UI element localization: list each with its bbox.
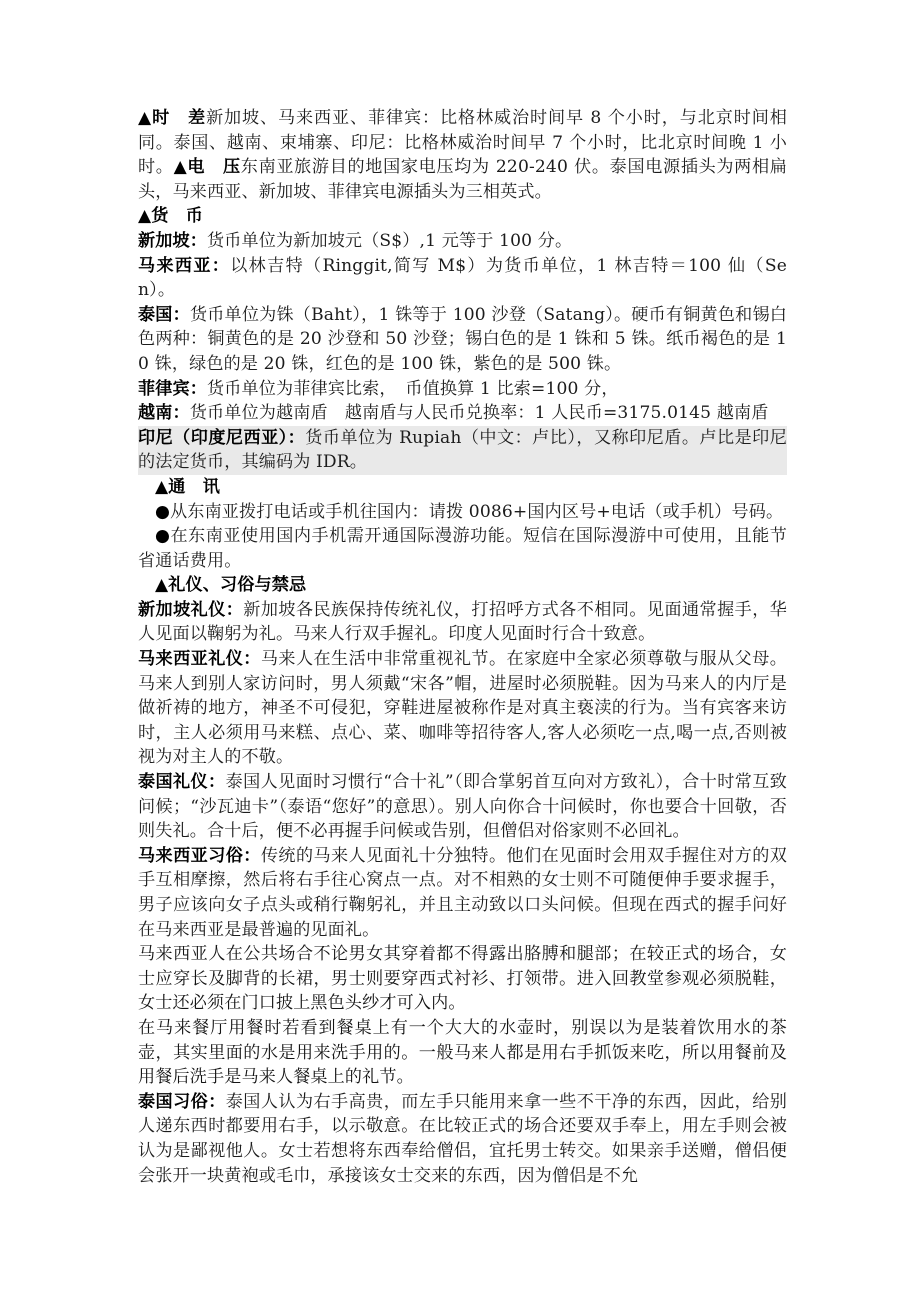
heading-communication: 通 讯: [168, 476, 221, 497]
currency-text-vietnam: 货币单位为越南盾 越南盾与人民币兑换率：1 人民币=3175.0145 越南盾: [189, 403, 769, 424]
currency-label-malaysia: 马来西亚：: [138, 255, 231, 276]
etiquette-text-thailand-customs: 泰国人认为右手高贵，而左手只能用来拿一些不干净的东西，因此，给别人递东西时都要用右手，以示敬意。在比较正式的场合还要双手奉上，用左手则会被认为是鄙视他人。女士若想将东西奉给僧侣，宜托男士转交。如果亲手送赠，僧侣便会张开一块黄袍或毛巾，承接该女士交来的东西，因为僧侣是不允: [138, 1091, 788, 1186]
etiquette-plain-paragraph-1: 马来西亚人在公共场合不论男女其穿着都不得露出胳膊和腿部；在较正式的场合，女士应穿长及脚背的长裙，男士则要穿西式衬衫、打领带。进入回教堂参观必须脱鞋，女士还必须在门口披上黑色头纱才可入内。: [138, 944, 787, 1014]
etiquette-text-singapore: 新加坡各民族保持传统礼仪，打招呼方式各不相同。见面通常握手，华人见面以鞠躬为礼。马来人行双手握礼。印度人见面时行合十致意。: [138, 599, 787, 645]
communication-bullet-text-2: 在东南亚使用国内手机需开通国际漫游功能。短信在国际漫游中可使用，且能节省通话费用。: [138, 526, 787, 571]
currency-label-indonesia: 印尼（印度尼西亚）：: [138, 427, 306, 448]
heading-currency: 货 币: [151, 206, 204, 227]
communication-bullet-text-1: 从东南亚拨打电话或手机往国内：请拨 0086+国内区号+电话（或手机）号码。: [170, 501, 784, 522]
etiquette-text-malaysia: 马来人在生活中非常重视礼节。在家庭中全家必须尊敬与服从父母。马来人到别人家访问时，男人须戴“宋各”帽，进屋时必须脱鞋。因为马来人的内厅是做祈祷的地方，神圣不可侵犯，穿鞋进屋被称作是对真主亵渎的行为。当有宾客来访时，主人必须用马来糕、点心、菜、咖啡等招待客人,客人必须吃一点,喝一点,否则被视为对主人的不敬。: [138, 649, 787, 768]
body-voltage: 东南亚旅游目的地国家电压均为 220-240 伏。泰国电源插头为两相扁头，马来西亚、新加坡、菲律宾电源插头为三相英式。: [138, 157, 787, 202]
currency-entry-indonesia: [138, 426, 787, 475]
paragraph-time-and-voltage: [138, 106, 787, 204]
currency-text-indonesia: 货币单位为 Rupiah（中文：卢比），又称印尼盾。卢比是印尼的法定货币，其编码为 IDR。: [138, 427, 788, 473]
etiquette-entry-thailand: [138, 770, 787, 844]
currency-text-philippines: 货币单位为菲律宾比索， 币值换算 1 比索=100 分，: [206, 378, 619, 399]
etiquette-text-thailand: 泰国人见面时习惯行“合十礼”（即合掌躬首互向对方致礼），合十时常互致问候；“沙瓦迪卡”（泰语“您好”的意思）。别人向你合十问候时，你也要合十回敬，否则失礼。合十后，便不必再握手问候或告别，但僧侣对俗家则不必回礼。: [138, 772, 787, 842]
triangle-marker-icon-voltage: ▲: [173, 157, 188, 178]
triangle-marker-icon-currency: ▲: [138, 206, 152, 227]
currency-entry-singapore: [138, 229, 787, 254]
heading-line-etiquette: [138, 573, 787, 598]
currency-text-singapore: 货币单位为新加坡元（S$）,1 元等于 100 分。: [206, 230, 573, 251]
etiquette-label-singapore: 新加坡礼仪：: [138, 599, 244, 620]
currency-entry-malaysia: [138, 254, 787, 303]
body-time-difference: 新加坡、马来西亚、菲律宾：比格林威治时间早 8 个小时，与北京时间相同。泰国、越南、束埔寨、印尼：比格林威治时间早 7 个小时，比北京时间晚 1 小时。: [138, 108, 788, 178]
currency-entry-vietnam: [138, 401, 787, 426]
etiquette-label-malaysia: 马来西亚礼仪：: [138, 649, 261, 670]
triangle-marker-icon-etiquette: ▲: [155, 575, 169, 596]
heading-voltage: 电 压: [187, 157, 241, 178]
triangle-marker-icon-communication: ▲: [155, 476, 169, 497]
heading-time-difference: 时 差: [152, 108, 207, 128]
currency-label-vietnam: 越南：: [138, 403, 190, 424]
heading-etiquette: 礼仪、习俗与禁忌: [168, 575, 307, 596]
bullet-marker-icon-1: ●: [155, 501, 171, 522]
currency-text-thailand: 货币单位为铢（Baht），1 铢等于 100 沙登（Satang）。硬币有铜黄色和锡白色两种：铜黄色的是 20 沙登和 50 沙登；锡白色的是 1 铢和 5 铢。纸币褐色的是 10 铢，绿色的是 20 铢，红色的是 100 铢，紫色的是 500 铢。: [138, 304, 788, 374]
currency-label-singapore: 新加坡：: [138, 230, 207, 251]
currency-entry-philippines: [138, 377, 787, 402]
etiquette-entry-malaysia: [138, 647, 787, 770]
etiquette-label-thailand-customs: 泰国习俗：: [138, 1091, 226, 1112]
etiquette-label-thailand: 泰国礼仪：: [138, 772, 226, 793]
etiquette-text-malaysia-customs: 传统的马来人见面礼十分独特。他们在见面时会用双手握住对方的双手互相摩擦，然后将右手往心窝点一点。对不相熟的女士则不可随便伸手要求握手，男子应该向女子点头或稍行鞠躬礼，并且主动致以口头问候。但现在西式的握手问好在马来西亚是最普遍的见面礼。: [138, 845, 787, 940]
text-column: [138, 106, 787, 1188]
etiquette-entry-thailand-customs: [138, 1090, 787, 1188]
triangle-marker-icon: ▲: [138, 108, 153, 128]
heading-line-communication: [138, 475, 787, 500]
currency-entry-thailand: [138, 303, 787, 377]
etiquette-entry-malaysia-customs: [138, 844, 787, 942]
communication-bullet-2: [138, 524, 787, 573]
currency-label-thailand: 泰国：: [138, 304, 190, 325]
etiquette-label-malaysia-customs: 马来西亚习俗：: [138, 845, 261, 866]
heading-line-currency: [138, 204, 787, 229]
communication-bullet-1: [138, 500, 787, 525]
bullet-marker-icon-2: ●: [155, 526, 171, 547]
currency-label-philippines: 菲律宾：: [138, 378, 207, 399]
currency-text-malaysia: 以林吉特（Ringgit,简写 M$）为货币单位，1 林吉特＝100 仙（Sen）。: [138, 255, 788, 301]
etiquette-plain-paragraph-2: 在马来餐厅用餐时若看到餐桌上有一个大大的水壶时，别误以为是装着饮用水的茶壶，其实里面的水是用来洗手用的。一般马来人都是用右手抓饭来吃，所以用餐前及用餐后洗手是马来人餐桌上的礼节。: [138, 1017, 787, 1088]
etiquette-entry-singapore: [138, 598, 787, 647]
